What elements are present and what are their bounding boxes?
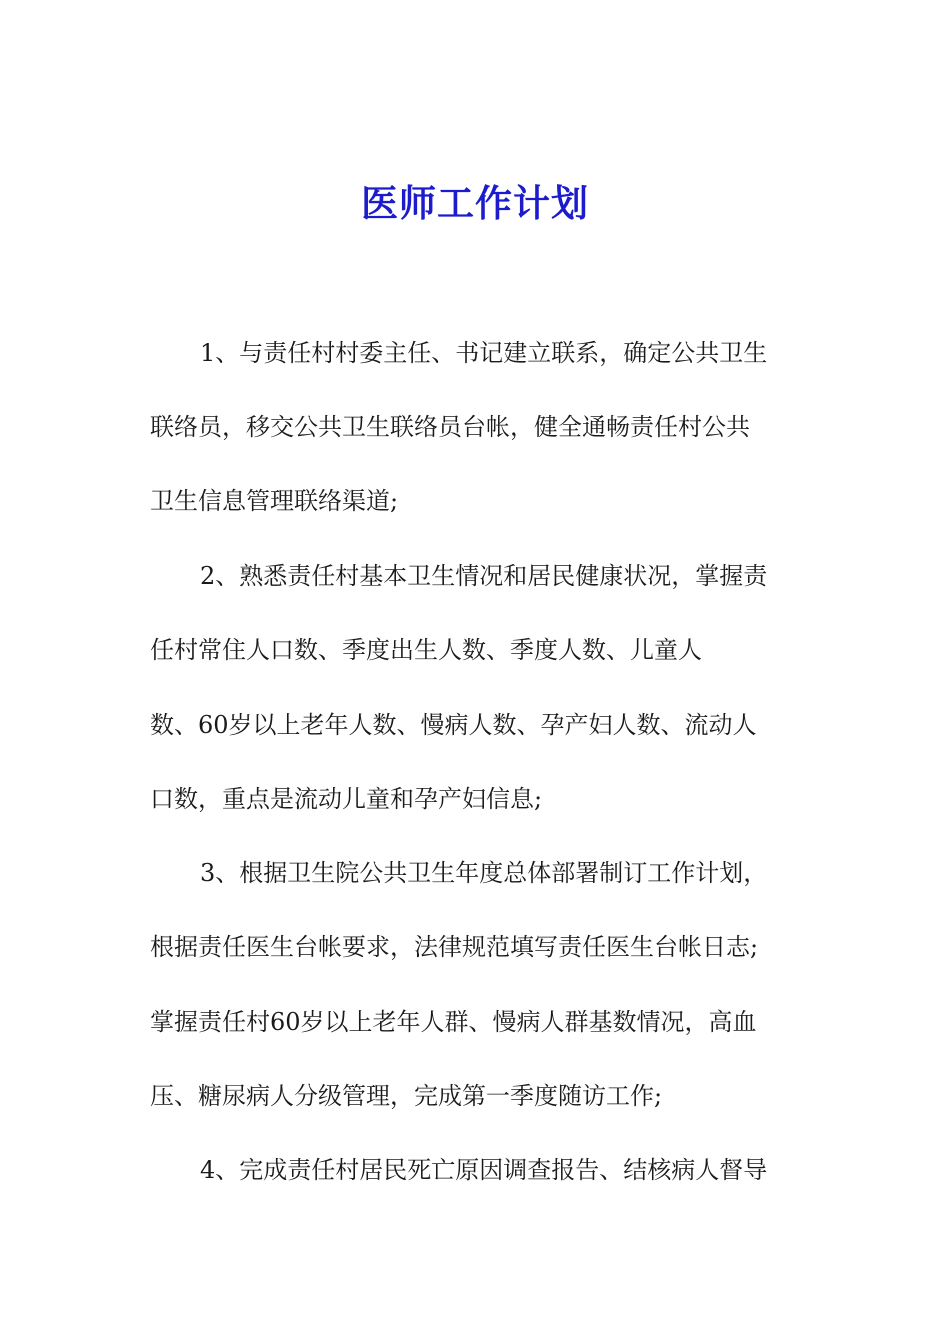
document-title: 医师工作计划 xyxy=(361,181,589,225)
paragraph-3-line-4: 压、糖尿病人分级管理，完成第一季度随访工作; xyxy=(150,1082,663,1110)
paragraph-2-line-1: 2、熟悉责任村基本卫生情况和居民健康状况，掌握责 xyxy=(200,562,768,590)
paragraph-4-line-1: 4、完成责任村居民死亡原因调查报告、结核病人督导 xyxy=(200,1156,768,1184)
paragraph-2-line-4: 口数，重点是流动儿童和孕产妇信息; xyxy=(150,785,543,813)
paragraph-1-line-3: 卫生信息管理联络渠道; xyxy=(150,487,399,515)
paragraph-3-line-2: 根据责任医生台帐要求，法律规范填写责任医生台帐日志; xyxy=(150,933,759,961)
paragraph-2-line-2: 任村常住人口数、季度出生人数、季度人数、儿童人 xyxy=(150,636,702,664)
paragraph-3-line-3: 掌握责任村60岁以上老年人群、慢病人群基数情况，高血 xyxy=(150,1008,757,1036)
paragraph-3-line-1: 3、根据卫生院公共卫生年度总体部署制订工作计划， xyxy=(200,859,768,887)
paragraph-1-line-1: 1、与责任村村委主任、书记建立联系，确定公共卫生 xyxy=(200,339,768,367)
paragraph-1-line-2: 联络员，移交公共卫生联络员台帐，健全通畅责任村公共 xyxy=(150,413,750,441)
paragraph-2-line-3: 数、60岁以上老年人数、慢病人数、孕产妇人数、流动人 xyxy=(150,711,757,739)
